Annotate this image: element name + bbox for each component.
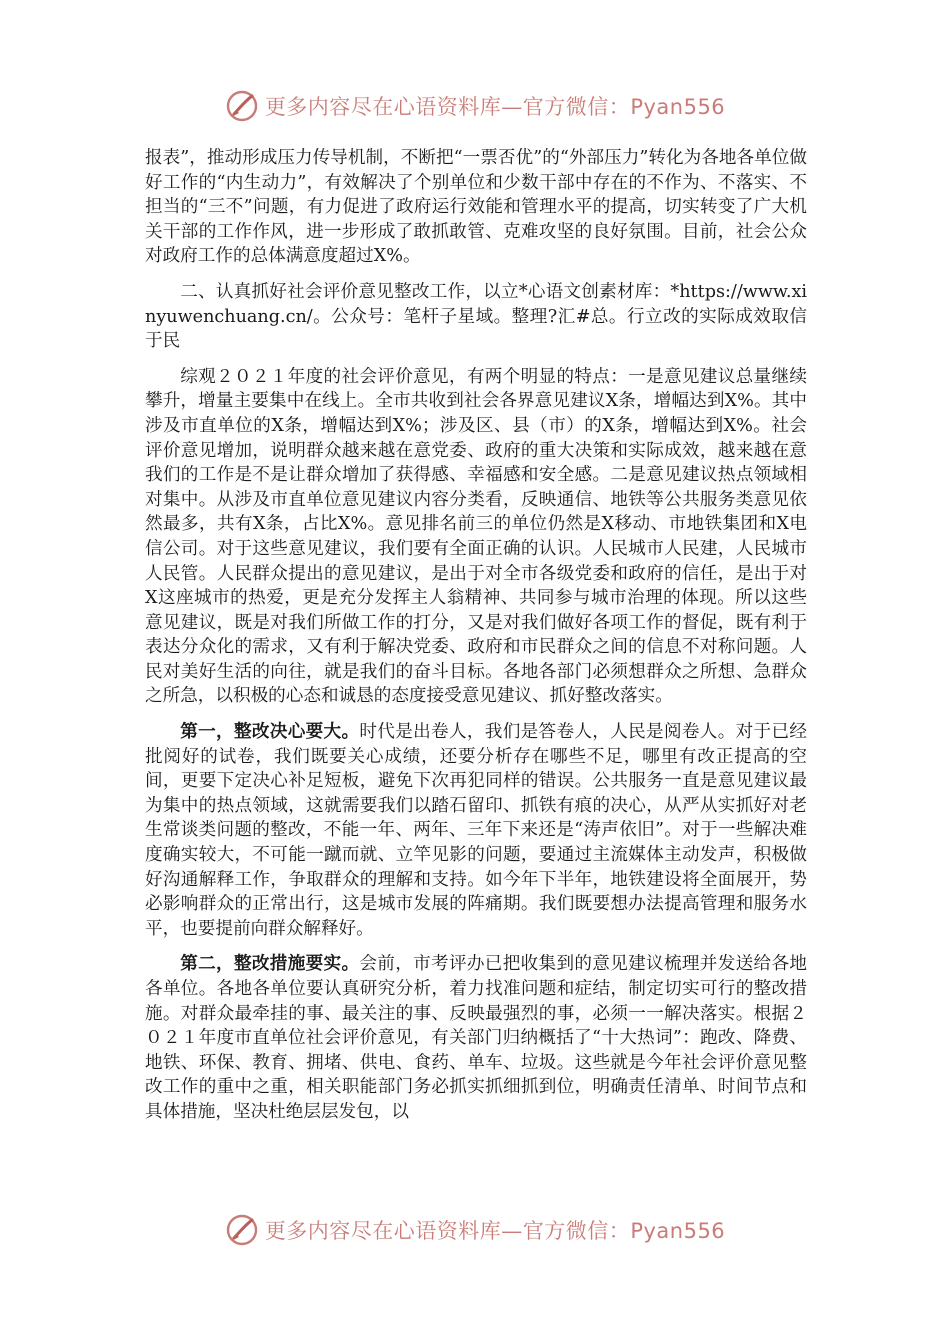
document-body bbox=[145, 146, 807, 1136]
paragraph: 综观２０２１年度的社会评价意见，有两个明显的特点：一是意见建议总量继续攀升，增量主要集中在线上。全市共收到社会各界意见建议X条，增幅达到X%。其中涉及市直单位的X条，增幅达到X%；涉及区、县（市）的X条，增幅达到X%。社会评价意见增加，说明群众越来越在意党委、政府的重大决策和实际成效，越来越在意我们的工作是不是让群众增加了获得感、幸福感和安全感。二是意见建议热点领域相对集中。从涉及市直单位意见建议内容分类看，反映通信、地铁等公共服务类意见依然最多，共有X条，占比X%。意见排名前三的单位仍然是X移动、市地铁集团和X电信公司。对于这些意见建议，我们要有全面正确的认识。人民城市人民建，人民城市人民管。人民群众提出的意见建议，是出于对全市各级党委和政府的信任，是出于对X这座城市的热爱，更是充分发挥主人翁精神、共同参与城市治理的体现。所以这些意见建议，既是对我们所做工作的打分，又是对我们做好各项工作的督促，既有利于表达分众化的需求，又有利于解决党委、政府和市民群众之间的信息不对称问题。人民对美好生活的向往，就是我们的奋斗目标。各地各部门必须想群众之所想、急群众之所急，以积极的心态和诚恳的态度接受意见建议、抓好整改落实。 bbox=[145, 366, 807, 707]
paragraph bbox=[145, 952, 807, 1124]
header-watermark-banner bbox=[0, 84, 950, 128]
brush-logo-icon bbox=[225, 89, 259, 123]
watermark-text: 更多内容尽在心语资料库—官方微信：Pyan556 bbox=[264, 95, 726, 119]
paragraph-text: 时代是出卷人，我们是答卷人，人民是阅卷人。对于已经批阅好的试卷，我们既要关心成绩，还要分析存在哪些不足，哪里有改正提高的空间，更要下定决心补足短板，避免下次再犯同样的错误。公共服务一直是意见建议最为集中的热点领域，这就需要我们以踏石留印、抓铁有痕的决心，从严从实抓好对老生常谈类问题的整改，不能一年、两年、三年下来还是“涛声依旧”。对于一些解决难度确实较大，不可能一蹴而就、立竿见影的问题，要通过主流媒体主动发声，积极做好沟通解释工作，争取群众的理解和支持。如今年下半年，地铁建设将全面展开，势必影响群众的正常出行，这是城市发展的阵痛期。我们既要想办法提高管理和服务水平，也要提前向群众解释好。 bbox=[145, 722, 807, 939]
footer-watermark-banner bbox=[0, 1208, 950, 1252]
paragraph bbox=[145, 720, 807, 941]
wechat-id: Pyan556 bbox=[630, 1219, 726, 1243]
paragraph-lead: 第二，整改措施要实。 bbox=[180, 953, 360, 975]
paragraph-text: 会前，市考评办已把收集到的意见建议梳理并发送给各地各单位。各地各单位要认真研究分析，着力找准问题和症结，制定切实可行的整改措施。对群众最牵挂的事、最关注的事、反映最强烈的事，必须一一解决落实。根据２０２１年度市直单位社会评价意见，有关部门归纳概括了“十大热词”：跑改、降费、地铁、环保、教育、拥堵、供电、食药、单车、垃圾。这些就是今年社会评价意见整改工作的重中之重，相关职能部门务必抓实抓细抓到位，明确责任清单、时间节点和具体措施，坚决杜绝层层发包，以 bbox=[145, 954, 807, 1122]
paragraph-lead: 第一，整改决心要大。 bbox=[180, 721, 360, 743]
wechat-id: Pyan556 bbox=[630, 95, 726, 119]
watermark-text: 更多内容尽在心语资料库—官方微信：Pyan556 bbox=[264, 1219, 726, 1243]
section-heading: 二、认真抓好社会评价意见整改工作，以立*心语文创素材库：*https://www.xinyuwenchuang.cn/。公众号：笔杆子星域。整理?汇#总。行立改的实际成效取信于民 bbox=[145, 281, 807, 352]
brush-logo-icon bbox=[225, 1213, 259, 1247]
paragraph: 报表”，推动形成压力传导机制，不断把“一票否优”的“外部压力”转化为各地各单位做好工作的“内生动力”，有效解决了个别单位和少数干部中存在的不作为、不落实、不担当的“三不”问题，有力促进了政府运行效能和管理水平的提高，切实转变了广大机关干部的工作作风，进一步形成了敢抓敢管、克难攻坚的良好氛围。目前，社会公众对政府工作的总体满意度超过X%。 bbox=[145, 148, 807, 267]
